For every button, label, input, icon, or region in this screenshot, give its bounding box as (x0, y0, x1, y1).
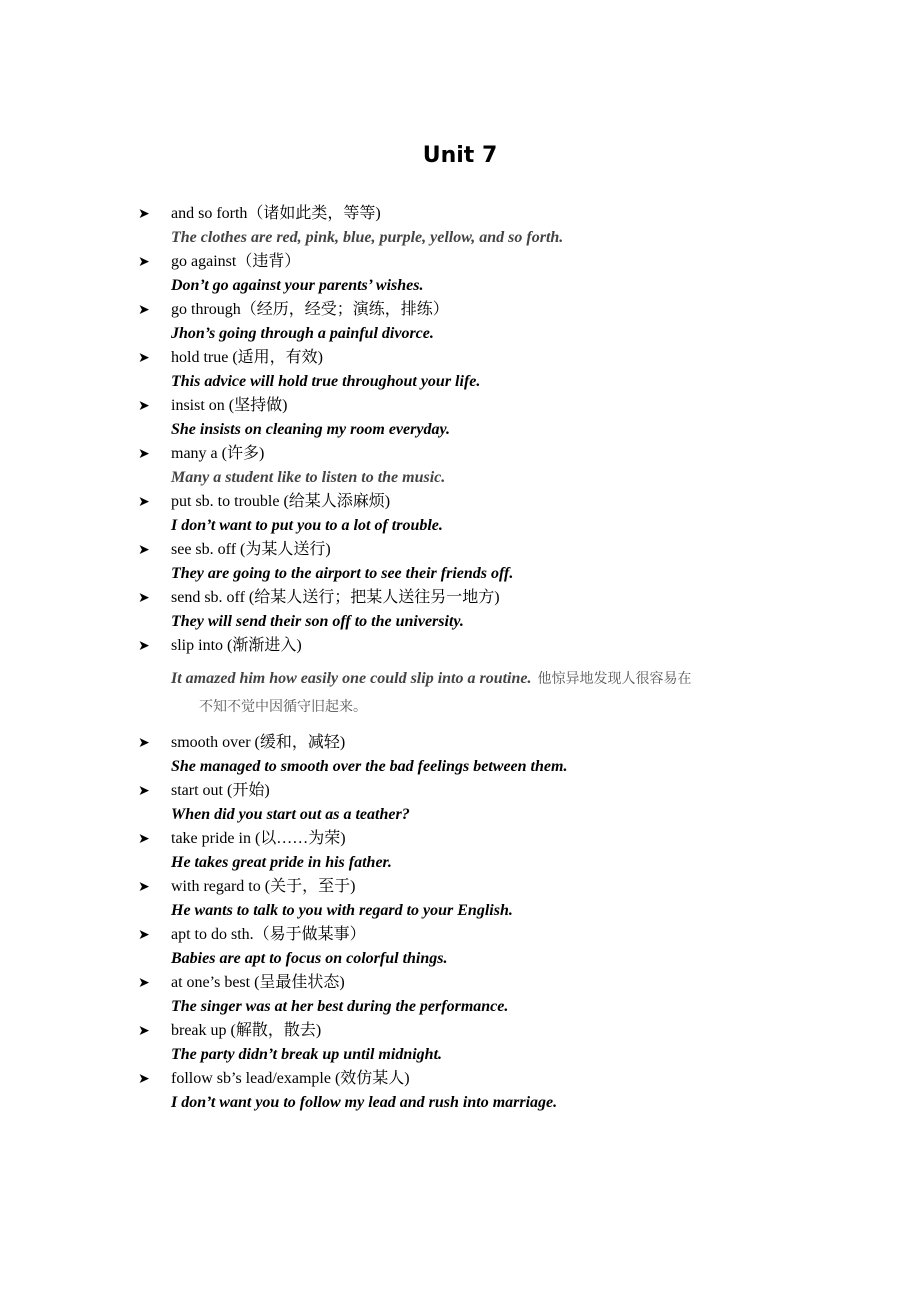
example-sentence: Many a student like to listen to the music. (171, 469, 446, 486)
example-sentence: When did you start out as a teather? (171, 806, 410, 823)
arrow-bullet-icon: ➤ (138, 446, 150, 462)
arrow-bullet-icon: ➤ (138, 783, 150, 799)
phrase-text: many a (许多) (171, 445, 265, 462)
list-item (138, 250, 898, 298)
list-item (138, 586, 898, 634)
phrase-text: smooth over (缓和，减轻) (171, 734, 346, 751)
list-item (138, 538, 898, 586)
list-item (138, 442, 898, 490)
list-item (138, 971, 898, 1019)
arrow-bullet-icon: ➤ (138, 831, 150, 847)
example-sentence: The clothes are red, pink, blue, purple, yellow, and so forth. (171, 229, 564, 246)
example-sentence-text: It amazed him how easily one could slip into a routine. (171, 670, 532, 687)
list-item (138, 634, 898, 731)
phrase-text: start out (开始) (171, 782, 270, 799)
arrow-bullet-icon: ➤ (138, 927, 150, 943)
phrase-text: send sb. off (给某人送行；把某人送往另一地方) (171, 589, 500, 606)
example-sentence (171, 658, 898, 696)
arrow-bullet-icon: ➤ (138, 206, 150, 222)
arrow-bullet-icon: ➤ (138, 398, 150, 414)
example-sentence: They will send their son off to the university. (171, 613, 464, 630)
phrase-list (138, 202, 898, 1115)
example-sentence: Jhon’s going through a painful divorce. (171, 325, 434, 342)
arrow-bullet-icon: ➤ (138, 975, 150, 991)
list-item (138, 1067, 898, 1115)
phrase-text: break up (解散，散去) (171, 1022, 322, 1039)
example-sentence: He takes great pride in his father. (171, 854, 392, 871)
phrase-text: and so forth（诸如此类，等等) (171, 205, 381, 222)
phrase-text: slip into (渐渐进入) (171, 637, 302, 654)
phrase-text: insist on (坚持做) (171, 397, 288, 414)
arrow-bullet-icon: ➤ (138, 542, 150, 558)
list-item (138, 1019, 898, 1067)
arrow-bullet-icon: ➤ (138, 1023, 150, 1039)
arrow-bullet-icon: ➤ (138, 350, 150, 366)
phrase-text: take pride in (以……为荣) (171, 830, 346, 847)
example-sentence: She managed to smooth over the bad feelings between them. (171, 758, 568, 775)
arrow-bullet-icon: ➤ (138, 254, 150, 270)
example-sentence: She insists on cleaning my room everyday. (171, 421, 450, 438)
phrase-text: apt to do sth.（易于做某事） (171, 926, 366, 943)
example-sentence: The singer was at her best during the performance. (171, 998, 509, 1015)
arrow-bullet-icon: ➤ (138, 302, 150, 318)
example-sentence: Babies are apt to focus on colorful things. (171, 950, 448, 967)
spacer (171, 720, 898, 731)
list-item (138, 394, 898, 442)
page-title: Unit 7 (422, 143, 498, 168)
list-item (138, 202, 898, 250)
list-item (138, 875, 898, 923)
arrow-bullet-icon: ➤ (138, 735, 150, 751)
list-item (138, 827, 898, 875)
list-item (138, 779, 898, 827)
example-sentence: I don’t want you to follow my lead and rush into marriage. (171, 1094, 558, 1111)
example-sentence: They are going to the airport to see their friends off. (171, 565, 514, 582)
phrase-text: follow sb’s lead/example (效仿某人) (171, 1070, 410, 1087)
arrow-bullet-icon: ➤ (138, 590, 150, 606)
list-item (138, 298, 898, 346)
list-item (138, 731, 898, 779)
phrase-text: go through（经历，经受；演练，排练） (171, 301, 449, 318)
arrow-bullet-icon: ➤ (138, 1071, 150, 1087)
example-sentence: He wants to talk to you with regard to your English. (171, 902, 513, 919)
arrow-bullet-icon: ➤ (138, 638, 150, 654)
phrase-text: put sb. to trouble (给某人添麻烦) (171, 493, 391, 510)
phrase-text: hold true (适用，有效) (171, 349, 323, 366)
arrow-bullet-icon: ➤ (138, 879, 150, 895)
list-item (138, 923, 898, 971)
chinese-translation-continued: 不知不觉中因循守旧起来。 (199, 700, 367, 715)
example-sentence: Don’t go against your parents’ wishes. (171, 277, 424, 294)
example-sentence: The party didn’t break up until midnight. (171, 1046, 443, 1063)
list-item (138, 490, 898, 538)
phrase-text: with regard to (关于，至于) (171, 878, 356, 895)
example-sentence: I don’t want to put you to a lot of trouble. (171, 517, 443, 534)
chinese-translation: 他惊异地发现人很容易在 (537, 672, 692, 687)
phrase-text: see sb. off (为某人送行) (171, 541, 331, 558)
example-sentence: This advice will hold true throughout your life. (171, 373, 481, 390)
phrase-text: at one’s best (呈最佳状态) (171, 974, 345, 991)
phrase-text: go against（违背） (171, 253, 301, 270)
arrow-bullet-icon: ➤ (138, 494, 150, 510)
list-item (138, 346, 898, 394)
